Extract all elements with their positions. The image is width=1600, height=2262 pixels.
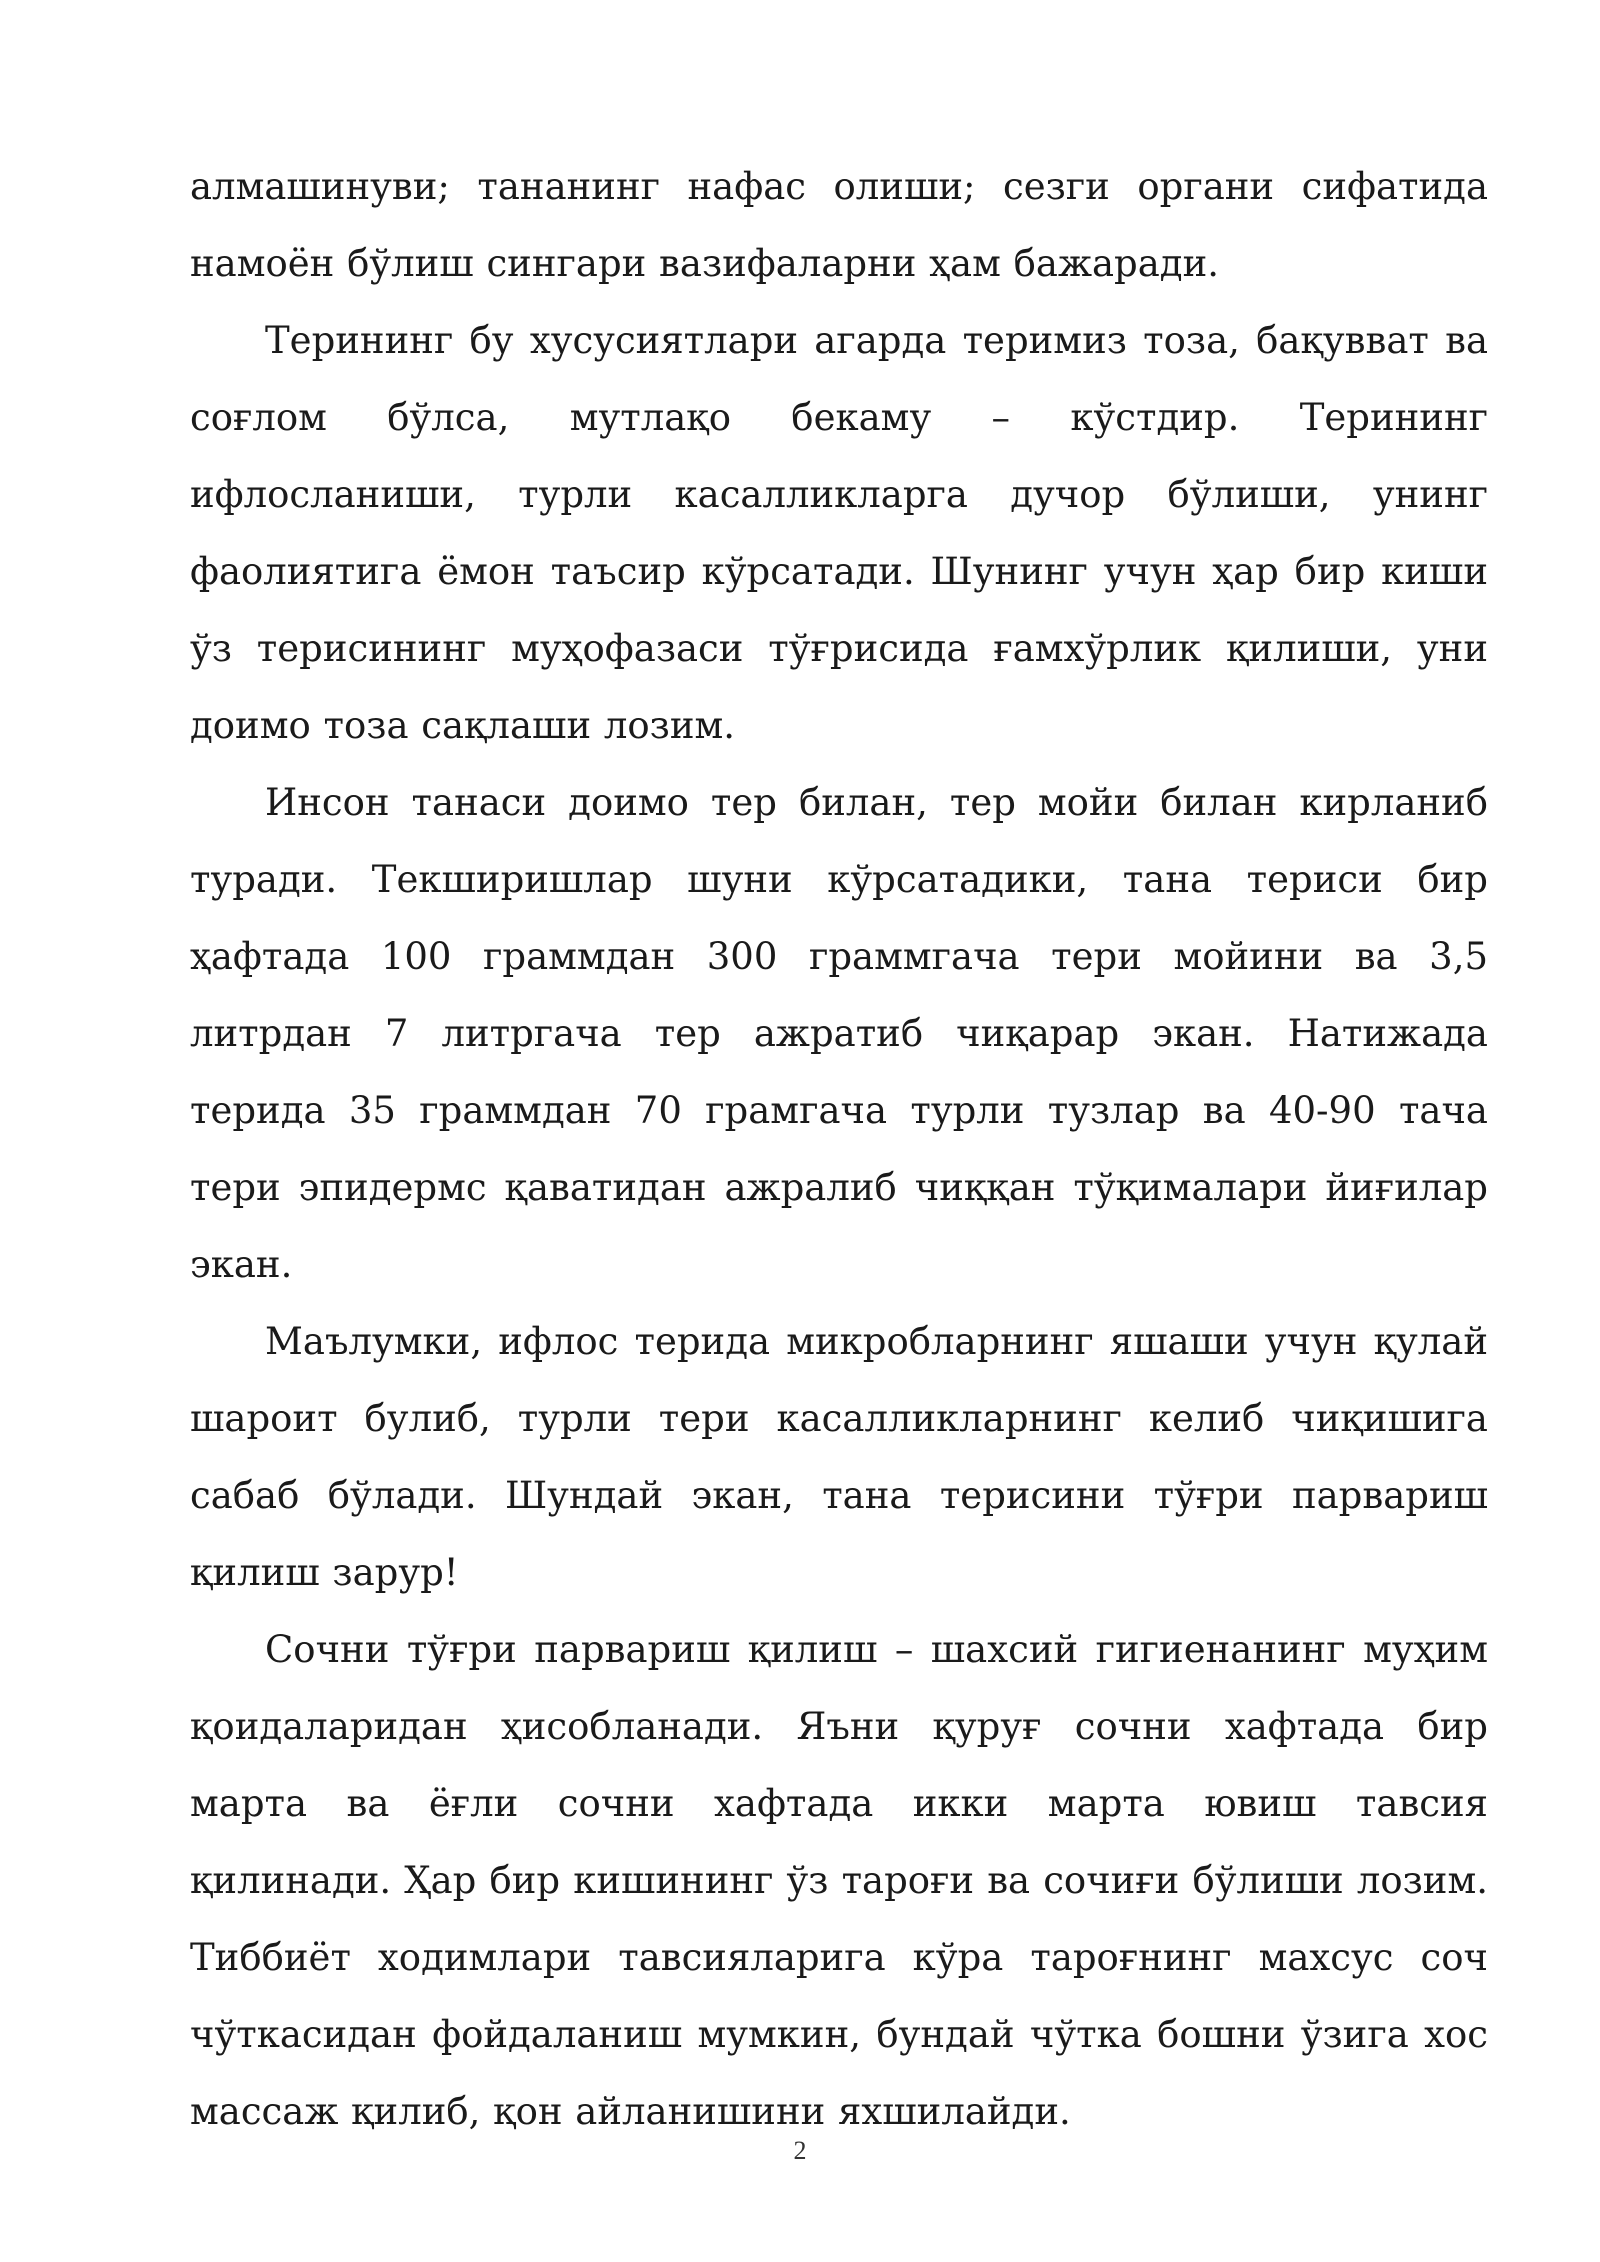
paragraph-hair-care: Сочни тўғри парвариш қилиш – шахсий гигиенанинг муҳим қоидаларидан ҳисобланади. Яъни қуруғ сочни хафтада бир марта ва ёғли сочни хафтада икки марта ювиш тавсия қилинади. Ҳар бир кишининг ўз тароғи ва сочиғи бўлиши лозим. Тиббиёт ходимлари тавсияларига кўра тароғнинг махсус соч чўткасидан фойдаланиш мумкин, бундай чўтка бошни ўзига хос массаж қилиб, қон айланишини яхшилайди.: [190, 1628, 1488, 2133]
paragraph-sweat-secretion: Инсон танаси доимо тер билан, тер мойи билан кирланиб туради. Текширишлар шуни кўрсатадики, тана териси бир ҳафтада 100 граммдан 300 граммгача тери мойини ва 3,5 литрдан 7 литргача тер ажратиб чиқарар экан. Натижада терида 35 граммдан 70 грамгача турли тузлар ва 40-90 тача тери эпидермс қаватидан ажралиб чиққан тўқималари йиғилар экан.: [190, 781, 1488, 1286]
page-number: 2: [793, 2136, 807, 2165]
paragraph-skin-properties: Терининг бу хусусиятлари агарда теримиз тоза, бақувват ва соғлом бўлса, мутлақо бекаму – кўстдир. Терининг ифлосланиши, турли касалликларга дучор бўлиши, унинг фаолиятига ёмон таъсир кўрсатади. Шунинг учун ҳар бир киши ўз терисининг муҳофазаси тўғрисида ғамхўрлик қилиши, уни доимо тоза сақлаши лозим.: [190, 319, 1488, 747]
body-text: [190, 148, 1488, 2150]
paragraph-continuation: алмашинуви; тананинг нафас олиши; сезги органи сифатида намоён бўлиш сингари вазифаларни ҳам бажаради.: [190, 165, 1488, 285]
paragraph-microbes: Маълумки, ифлос терида микробларнинг яшаши учун қулай шароит булиб, турли тери касалликларнинг келиб чиқишига сабаб бўлади. Шундай экан, тана терисини тўғри парвариш қилиш зарур!: [190, 1320, 1488, 1594]
